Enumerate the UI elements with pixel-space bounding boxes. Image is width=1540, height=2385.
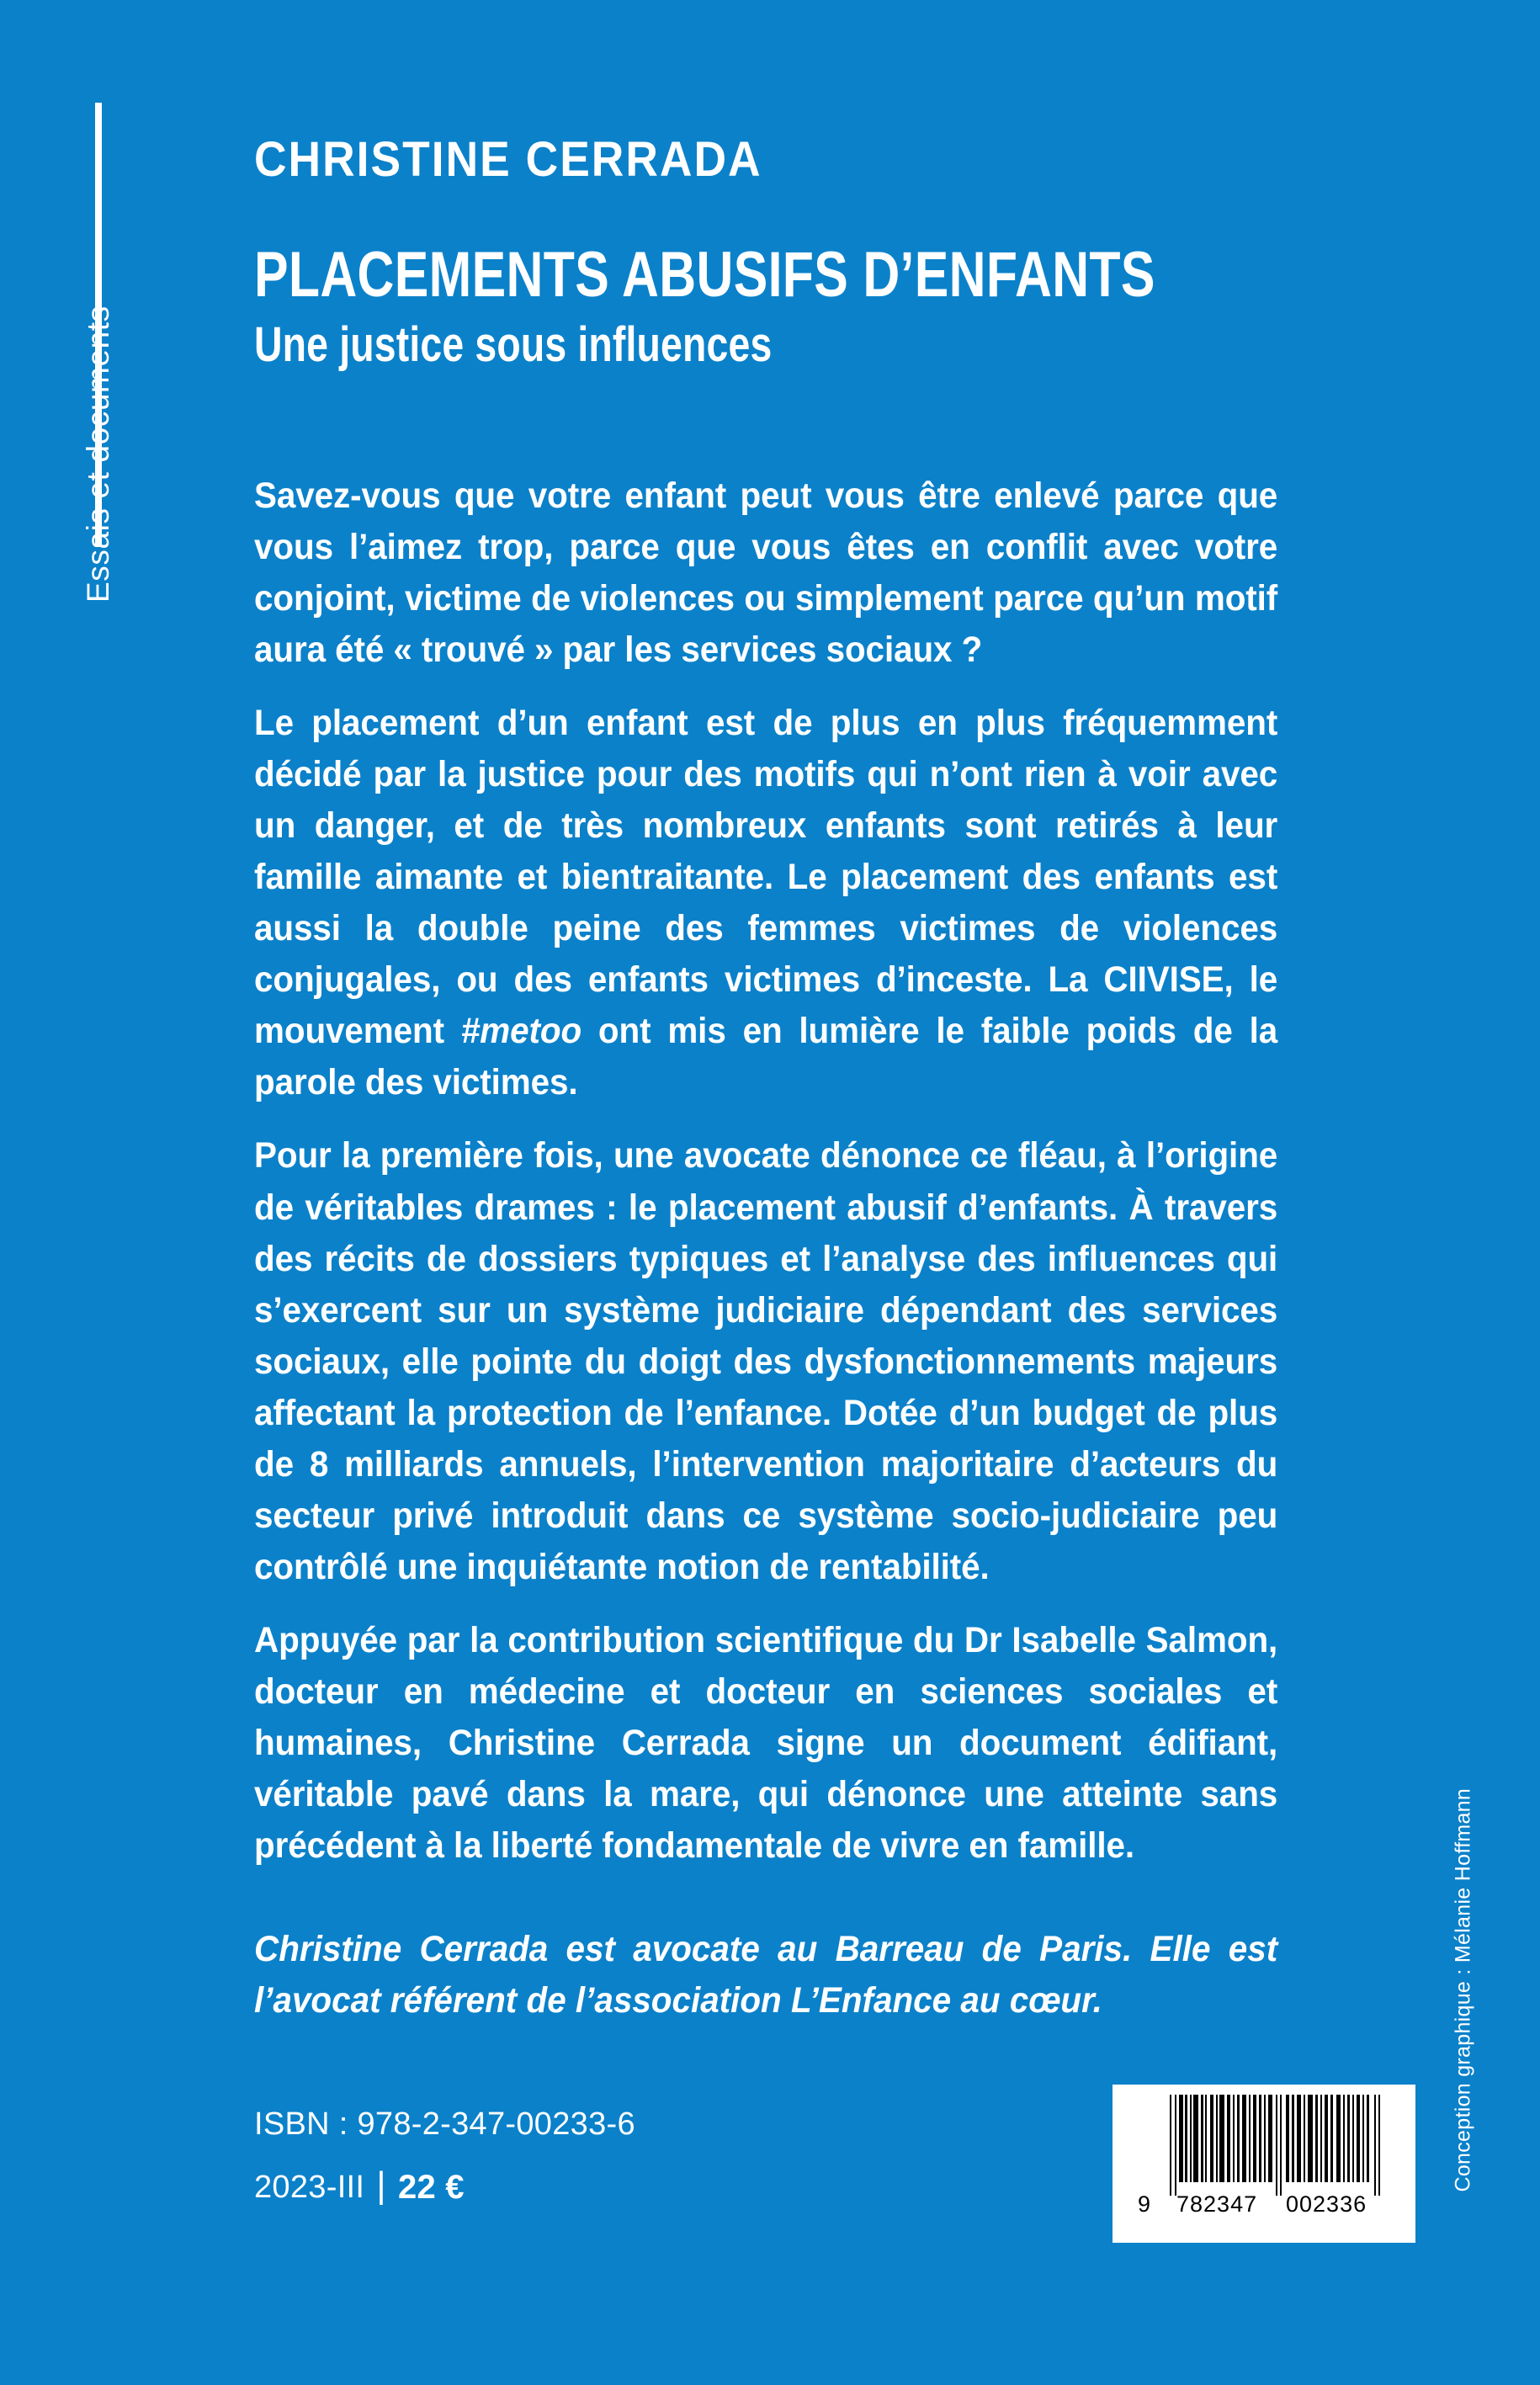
author-bio: Christine Cerrada est avocate au Barreau de Paris. Elle est l’avocat référent de l’association L’Enfance au cœur. bbox=[254, 1929, 1278, 2021]
collection-label: Essais et documents bbox=[81, 305, 115, 603]
isbn-number: ISBN : 978-2-347-00233-6 bbox=[254, 2106, 635, 2142]
barcode-right-group: 002336 bbox=[1286, 2191, 1367, 2217]
blurb-paragraph-2-part-a: Le placement d’un enfant est de plus en plus fréquemment décidé par la justice pour des motifs qui n’ont rien à voir avec un danger, et de très nombreux enfants sont retirés à leur famille aimante et bientraitante. Le placement des enfants est aussi la double peine des femmes victimes de violences conjugales, ou des enfants victimes d’inceste. La CIIVISE, le mouvement bbox=[254, 703, 1278, 1052]
blurb-paragraph-3: Pour la première fois, une avocate dénonce ce fléau, à l’origine de véritables drames : le placement abusif d’enfants. À travers des récits de dossiers typiques et l’analyse des influences qui s’exercent sur un système judiciaire dépendant des services sociaux, elle pointe du doigt des dysfonctionnements majeurs affectant la protection de l’enfance. Dotée d’un budget de plus de 8 milliards annuels, l’intervention majoritaire d’acteurs du secteur privé introduit dans ce système socio-judiciaire peu contrôlé une inquiétante notion de rentabilité. bbox=[254, 1135, 1278, 1587]
barcode-digits bbox=[1136, 2186, 1399, 2223]
page-title: PLACEMENTS ABUSIFS D’ENFANTS bbox=[254, 238, 1155, 311]
barcode-bars-icon bbox=[1136, 2095, 1399, 2196]
edition-code: 2023-III bbox=[254, 2170, 365, 2205]
cover-content bbox=[254, 132, 1278, 2026]
blurb-paragraph-2-part-b: ont mis en lumière le faible poids de la parole des victimes. bbox=[254, 1011, 1278, 1103]
barcode-lead-digit: 9 bbox=[1138, 2191, 1152, 2217]
graphic-design-credit: Conception graphique : Mélanie Hoffmann bbox=[1451, 1787, 1475, 2192]
author-name: CHRISTINE CERRADA bbox=[254, 132, 762, 187]
blurb-paragraph-2-emphasis: #metoo bbox=[460, 1011, 582, 1052]
barcode-inner bbox=[1136, 2095, 1399, 2233]
barcode-left-group: 782347 bbox=[1176, 2191, 1258, 2217]
isbn-block bbox=[254, 2106, 635, 2207]
price-separator: | bbox=[376, 2165, 386, 2207]
blurb-paragraph-2 bbox=[254, 698, 1277, 1108]
blurb-paragraph-4: Appuyée par la contribution scientifique du Dr Isabelle Salmon, docteur en médecine et docteur en sciences sociales et humaines, Christine Cerrada signe un document édifiant, véritable pavé dans la mare, qui dénonce une atteinte sans précédent à la liberté fondamentale de vivre en famille. bbox=[254, 1619, 1278, 1867]
price-value: 22 € bbox=[398, 2169, 465, 2206]
cover-footer bbox=[254, 2106, 1367, 2293]
book-subtitle: Une justice sous influences bbox=[254, 316, 773, 372]
edition-price-line bbox=[254, 2165, 635, 2207]
blurb-paragraph-1: Savez-vous que votre enfant peut vous être enlevé parce que vous l’aimez trop, parce que vous êtes en conflit avec votre conjoint, victime de violences ou simplement parce qu’un motif aura été « trouvé » par les services sociaux ? bbox=[254, 475, 1278, 671]
barcode bbox=[1113, 2085, 1415, 2243]
